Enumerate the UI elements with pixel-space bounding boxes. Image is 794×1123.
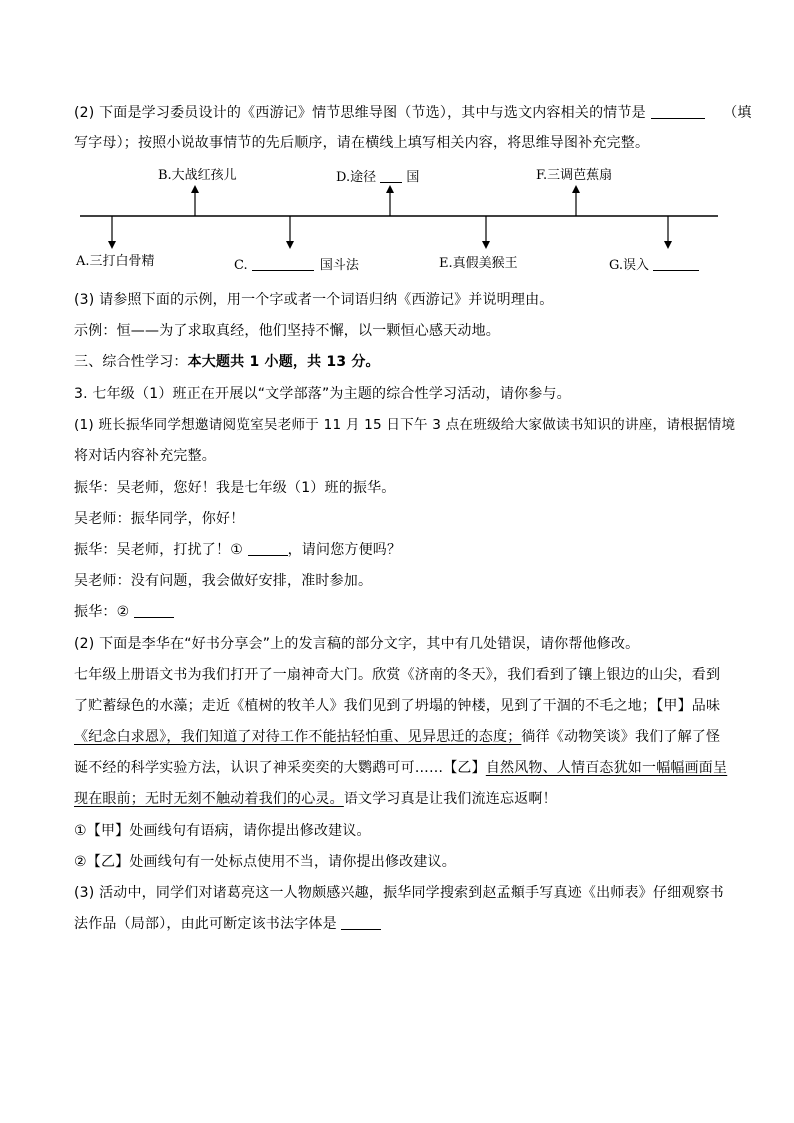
q3-line1: (3) 请参照下面的示例，用一个字或者一个词语归纳《西游记》并说明理由。 — [74, 292, 554, 308]
node-g-blank[interactable] — [653, 256, 699, 271]
q2-line1: (2) 下面是学习委员设计的《西游记》情节思维导图（节选），其中与选文内容相关的情节是 （填 — [74, 105, 752, 121]
sub-question-2: ②【乙】处画线句有一处标点使用不当，请你提出修改建议。 — [74, 854, 456, 870]
underlined-sentence-yi-part2: 现在眼前；无时无刻不触动着我们的心灵。 — [74, 791, 344, 807]
answer-blank-calligraphy[interactable] — [341, 915, 381, 930]
passage-line-1: 七年级上册语文书为我们打开了一扇神奇大门。欣赏《济南的冬天》，我们看到了镶上银边的山尖，看到 — [74, 667, 721, 683]
dialogue-line-3: 振华：吴老师，打扰了！① ，请问您方便吗？ — [74, 542, 402, 558]
dialogue-line-4: 吴老师：没有问题，我会做好安排，准时参加。 — [74, 573, 373, 589]
dialogue-line-5: 振华：② — [74, 603, 724, 621]
item3-p3-line2: 法作品（局部），由此可断定该书法字体是 — [74, 915, 724, 933]
node-b: B.大战红孩儿 — [158, 168, 237, 183]
dialogue-line-1: 振华：吴老师，您好！我是七年级（1）班的振华。 — [74, 480, 396, 496]
node-c: C. 国斗法 — [234, 258, 359, 273]
item3-p3-line1: (3) 活动中，同学们对诸葛亮这一人物颇感兴趣，振华同学搜索到赵孟頫手写真迹《出师表》仔细观察书 — [74, 885, 724, 901]
item3-p2-intro: (2) 下面是李华在“好书分享会”上的发言稿的部分文字，其中有几处错误，请你帮他修改。 — [74, 636, 640, 652]
section-3-heading: 三、综合性学习：本大题共 1 小题，共 13 分。 — [74, 354, 380, 370]
dialogue-blank-2[interactable] — [134, 603, 174, 618]
q3-example: 示例：恒——为了求取真经，他们坚持不懈，以一颗恒心感天动地。 — [74, 323, 500, 339]
passage-line-4: 诞不经的科学实验方法，认识了神采奕奕的大鹦鹉可可……【乙】自然风物、人情百态犹如一幅幅画面呈 — [74, 760, 728, 776]
answer-blank[interactable] — [651, 104, 705, 119]
q2-line2: 写字母）；按照小说故事情节的先后顺序，请在横线上填写相关内容，将思维导图补充完整。 — [74, 135, 650, 151]
node-c-blank[interactable] — [252, 256, 314, 271]
item3-p1-line2: 将对话内容补充完整。 — [74, 448, 216, 464]
mind-map — [74, 164, 724, 279]
node-d: D.途径 国 — [336, 170, 420, 185]
underlined-sentence-yi-part1: 自然风物、人情百态犹如一幅幅画面呈 — [485, 760, 728, 776]
passage-line-2: 了贮蓄绿色的水藻；走近《植树的牧羊人》我们见到了坍塌的钟楼，见到了干涸的不毛之地；【甲】品味 — [74, 698, 721, 714]
node-f: F.三调芭蕉扇 — [536, 168, 613, 183]
underlined-sentence-jia: 《纪念白求恩》，我们知道了对待工作不能拈轻怕重、见异思迁的态度； — [74, 729, 522, 745]
item3-intro: 3. 七年级（1）班正在开展以“文学部落”为主题的综合性学习活动，请你参与。 — [74, 386, 571, 402]
passage-line-3: 《纪念白求恩》，我们知道了对待工作不能拈轻怕重、见异思迁的态度；徜徉《动物笑谈》我们了解了怪 — [74, 729, 721, 745]
node-g: G.误入 — [609, 256, 699, 274]
passage-line-5: 现在眼前；无时无刻不触动着我们的心灵。语文学习真是让我们流连忘返啊！ — [74, 791, 557, 807]
sub-question-1: ①【甲】处画线句有语病，请你提出修改建议。 — [74, 823, 371, 839]
dialogue-line-2: 吴老师：振华同学，你好！ — [74, 511, 245, 527]
item3-p1-line1: (1) 班长振华同学想邀请阅览室吴老师于 11 月 15 日下午 3 点在班级给大家做读书知识的讲座，请根据情境 — [74, 417, 736, 433]
dialogue-blank-1[interactable] — [248, 541, 288, 556]
node-a: A.三打白骨精 — [76, 254, 155, 269]
node-d-blank[interactable] — [380, 168, 402, 183]
node-e: E.真假美猴王 — [439, 256, 518, 271]
